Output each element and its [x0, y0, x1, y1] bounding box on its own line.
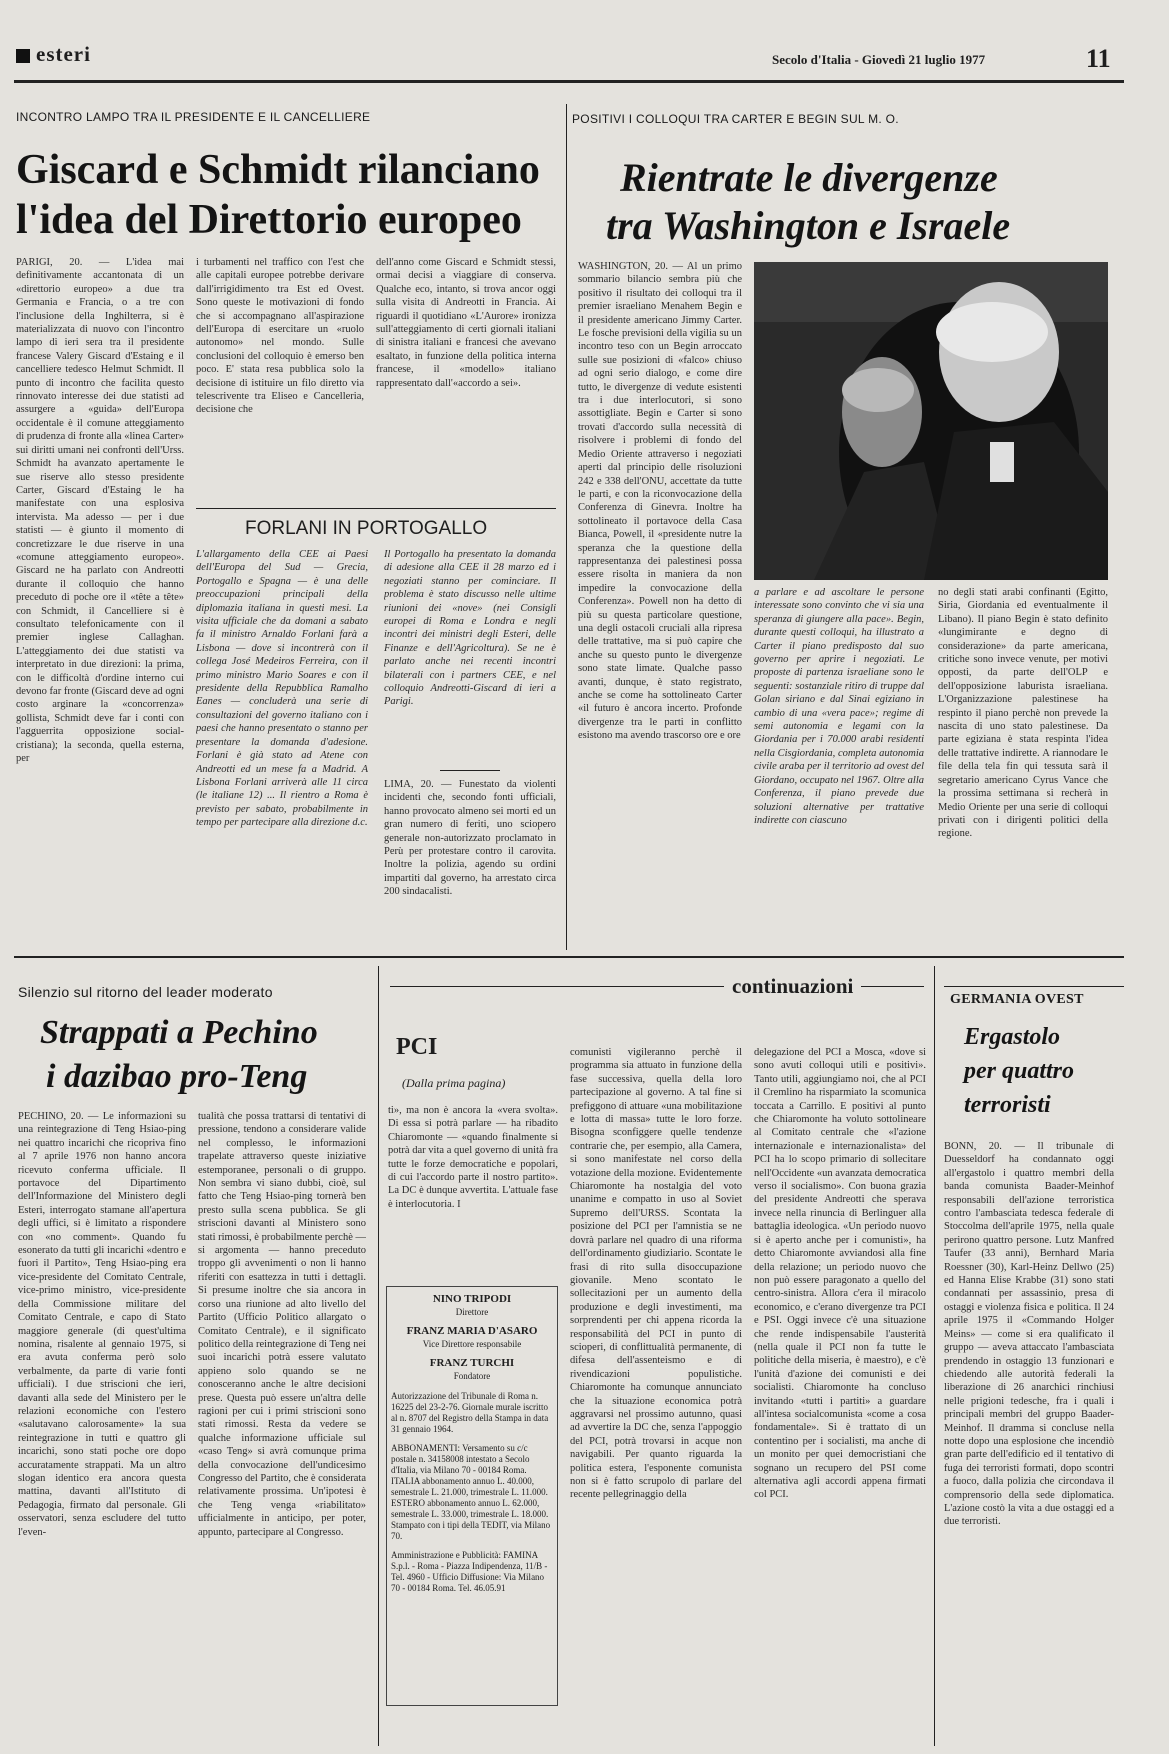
section-marker — [16, 49, 30, 63]
masthead-vice-director: FRANZ MARIA D'ASARO — [406, 1325, 538, 1337]
pci-headline: PCI — [396, 1034, 438, 1060]
germania-headline-2: per quattro — [964, 1058, 1075, 1084]
carter-kicker: POSITIVI I COLLOQUI TRA CARTER E BEGIN SUL M. O. — [572, 112, 899, 126]
pci-subheadline: (Dalla prima pagina) — [402, 1076, 506, 1090]
masthead-subscriptions: ABBONAMENTI: Versamento su c/c postale n. 34158008 intestato a Secolo d'Italia, via Milano 70 - 00184 Roma. ITALIA abbonamento annuo L. 40.000, semestrale L. 21.000, trimestrale L. 11.000. ESTERO abbonamento annuo L. 62.000, semestrale L. 33.000, trimestrale L. 18.000. Stampato con i tipi della TEDIT, via Milano 70. — [391, 1443, 551, 1541]
forlani-top-rule — [196, 508, 556, 509]
germania-column: BONN, 20. — Il tribunale di Duesseldorf ha condannato oggi all'ergastolo i quattro membri della banda comunista Baader-Meinhof responsabili dell'azione terroristica contro l'ambasciata tedesca federale di Stoccolma dell'aprile 1975, nella quale perirono quattro persone. Lutz Manfred Taufer (33 anni), Bernhard Maria Roessner (30), Karl-Heinz Dellwo (25) ed Hanna Elise Krabbe (31) sono stati condannati per assassinio, presa di ostaggi e violenza fisica e politica. Il 24 aprile 1975 il «Commando Holger Meins» — come si era qualificato il gruppo — aveva attaccato l'ambasciata prendendo in ostaggio 13 funzionari e chiedendo alle autorità federali la liberazione di 26 anarchici rinchiusi nelle prigioni tedesche, fra i quali i principali membri del gruppo Baader-Meinhof. Il dramma si concluse nella notte dopo una esplosione che incendiò gran parte dell'edificio ed il tentativo di fuga dei terroristi formati, dopo scontri a fuoco, dalla polizia che circondava il comprensorio della sede diplomatica. L'azione costò la vita a due ostaggi ed a due terroristi. — [944, 1141, 1114, 1528]
germania-kicker: GERMANIA OVEST — [950, 992, 1084, 1007]
giscard-column-3: dell'anno come Giscard e Schmidt stessi, ormai decisi a viaggiare di conserva. Qualche eco, intanto, si trova ancor oggi sulla visita di Andreotti in Francia. Ai riguardi il quotidiano «L'Aurore» ironizza sull'atteggiamento di certi giornali italiani di sinistra italiani e francesi che avevano esaltato, in funzione della politica interna francese, il «modello» italiano rappresentato dall'«accordo a sei». — [376, 257, 556, 389]
begin-carter-photo — [754, 262, 1108, 580]
forlani-headline: FORLANI IN PORTOGALLO — [245, 518, 488, 539]
giscard-column-2: i turbamenti nel traffico con l'est che alle capitali europee potrebbe derivare dall'irrigidimento tra Est ed Ovest. Sono queste le motivazioni di fondo che si accompagnano all'aspirazione dell'Europa di esercitare un «ruolo autonomo» nel mondo. Sulle conclusioni del colloquio è emerso ben poco. E' stata resa pubblica solo la decisione di istituire un filo diretto via telescrivente tra Eliseo e Cancelleria, decisione che — [196, 257, 364, 416]
carter-column-1: WASHINGTON, 20. — Al un primo sommario bilancio sembra più che positivo il risultato dei colloqui tra il premier israeliano Menahem Begin e il presidente americano Jimmy Carter. Le fosche previsioni della vigilia su un incontro teso con un Begin arroccato sulle sue posizioni di «falco» chiuso ad ogni serio dialogo, e come dire tutto, le divergenze di vedute esistenti tra i due interlocutori, si sono assottigliate. Begin e Carter si sono trovati d'accordo sulla necessità di risolvere i problemi di fondo del Medio Oriente attraverso i negoziati aperti dal principio delle risoluzioni 242 e 338 dell'ONU, accettate da tutte le parti, e con la riconvocazione della Conferenza di Ginevra. Inoltre ha sottolineato il portavoce della Casa Bianca, Powell, il «presidente nutre la speranza che la questione della rappresentanza dei palestinesi possa essere risolta in maniera da non impedire la convocazione della Conferenza». Powell non ha detto di più su questa particolare questione, una degli ostacoli cruciali alla ripresa delle trattative, ma si può capire che anche su questo punto le divergenze sono state limate. Qualche passo avanti, dunque, è stato registrato, anche se come ha sottolineato Carter «il futuro è ancora incerto. Profonde divergenze tra le parti in conflitto esistono ma avendo trascorso ore e ore — [578, 261, 742, 742]
germania-headline-1: Ergastolo — [964, 1024, 1061, 1050]
giscard-column-1: PARIGI, 20. — L'idea mai definitivamente accantonata di un «direttorio europeo» a due tra Germania e Francia, o a tre con l'inclusione della Inghilterra, si è materializzata di nuovo con l'incontro lampo di ieri sera tra il presidente francese Valery Giscard d'Estaing e il cancelliere tedesco Helmut Schmidt. Il punto di incontro che facilita questo rinnovato interesse dei due statisti ad assurgere a «guida» dell'Europa occidentale è il comune atteggiamento di prudenza di fronte alla «linea Carter» sui diritti umani nei confronti dell'Urss. Schmidt ha avanzato apertamente le sue riserve allo stesso presidente Carter, Giscard d'Estaing le ha manifestate con una esplosiva intervista. Ma adesso — per i due statisti — è giunto il momento di concretizzare le due riserve in una «comune atteggiamento europeo». Giscard ne ha parlato con Andreotti durante il colloquio che hanno preceduto di poche ore il «tête a tête» con Schmidt, il Cancelliere si è consultato telefonicamente con il premier inglese Callaghan. L'atteggiamento dei due statisti va interpretato in due direzioni: la prima, con le difficoltà d'ordine interno cui devono far fronte (Giscard deve ad ogni costo arginare la «concorrenza» gollista, Schmidt deve far i conti con l'agguerrita opposizione social-cristiana); la seconda, quella esterna, per — [16, 257, 184, 765]
giscard-kicker: INCONTRO LAMPO TRA IL PRESIDENTE E IL CANCELLIERE — [16, 110, 371, 124]
masthead-director: NINO TRIPODI — [432, 1293, 512, 1305]
column-divider-main — [566, 104, 567, 950]
column-divider-lower — [378, 966, 379, 1746]
photo-silhouettes — [754, 262, 1108, 580]
germania-headline-3: terroristi — [964, 1092, 1051, 1118]
pechino-column-1: PECHINO, 20. — Le informazioni su una reintegrazione di Teng Hsiao-ping nei quattro incarichi che ricopriva fino al 7 aprile 1976 non hanno ancora ricevuto conferma ufficiale. Il portavoce del Dipartimento dell'Informazione del Ministero degli Esteri, interrogato stamane all'apertura degli uffici, si è limitato a rispondere con «no comment». Quando fu esonerato da tutti gli incarichi «dentro e fuori il Partito», Teng Hsiao-ping era vice-presidente del Comitato Centrale, vice-primo ministro, vice-presidente della Commissione militare del Comitato Centrale, e capo di Stato maggiore generale (di quest'ultima nomina, risalente al gennaio 1975, si era avuta conferma però solo verbalmente, da parte di varie fonti ufficiali). I due striscioni che ieri, davanti alla sede del Ministero per le relazioni economiche con l'estero «salutavano calorosamente» la sua reintegrazione in tutti e quattro gli incarichi, sono stati poche ore dopo accuratamente strappati. Ma un altro slogan identico era ancora questa mattina, davanti all'Istituto di Pedagogia, firmato dal personale. Gli osservatori, senza escludere del tutto l'even- — [18, 1111, 186, 1538]
carter-headline-1: Rientrate le divergenze — [620, 155, 998, 200]
giscard-headline-1: Giscard e Schmidt rilanciano — [16, 147, 540, 193]
masthead-founder-role: Fondatore — [453, 1371, 491, 1381]
page-number: 11 — [1086, 44, 1111, 73]
forlani-column-1: L'allargamento della CEE ai Paesi dell'Europa del Sud — Grecia, Portogallo e Spagna — è una delle preoccupazioni principali della diplomazia italiana in questi mesi. La visita ufficiale che da domani a sabato fa il ministro Arnaldo Forlani farà a Lisbona — dove si incontrerà con il collega José Medeiros Ferreira, con il primo ministro Mario Soares e con il presidente della Repubblica Ramalho Eanes — concluderà una serie di consultazioni del governo italiano con i paesi che hanno presentato o stanno per presentare la domanda d'adesione. Forlani è già stato ad Atene con Andreotti ed un mese fa a Madrid. A Lisbona Forlani arriverà alle 11 circa (le italiane 12) ... Il rientro a Roma è previsto per sabato, probabilmente in tempo per partecipare alla direzione d.c. — [196, 549, 368, 829]
carter-column-2: a parlare e ad ascoltare le persone interessate sono convinto che vi sia una speranza di giungere alla pace». Begin, durante questi colloqui, ha illustrato a Carter il piano predisposto dal suo governo per aprire i negoziati. Le proposte di partenza israeliane sono le seguenti: sostanziale ritiro di truppe dal Golan siriano e dal Sinai egiziano in cambio di una «vera pace»; regime di semi autonomia e legami con la Giordania per i 70.000 arabi residenti nella Cisgiordania, completa autonomia civile araba per il territorio ad ovest del Giordano, occupato nel 1967. Oltre alla Conferenza, il piano prevede due soluzioni alternative per trattative indirette con ciascuno — [754, 587, 924, 826]
masthead-founder: FRANZ TURCHI — [429, 1357, 515, 1369]
masthead-administration: Amministrazione e Pubblicità: FAMINA S.p.l. - Roma - Piazza Indipendenza, 11/B - Tel. 4960 - Ufficio Diffusione: Via Milano 70 - 00184 Roma. Tel. 46.05.91 — [391, 1550, 548, 1593]
masthead-director-role: Direttore — [455, 1307, 489, 1317]
continuazioni-title: continuazioni — [724, 974, 861, 999]
germania-top-rule — [944, 986, 1124, 987]
pci-column-2: comunisti vigileranno perchè il programma sia attuato in funzione della fase successiva, quella della loro partecipazione al governo. A tal fine si prefiggono di attuare «una mobilitazione e lotta di massa» tutte le loro forze. Bisogna sconfiggere quelle tendenze contrarie che, per esempio, alla Camera, si sono manifestate nel corso della votazione della mozione. Evidentemente Chiaromonte ha nostalgia del voto unanime e compatto in uso al Soviet Supremo dell'URSS. Scontata la posizione del PCI per l'amnistia se ne dovrà parlare nel quadro di una riforma dell'ordinamento giudiziario. Scontate le frasi di rito sulla disoccupazione giovanile. Meno scontato le sollecitazioni per un aumento della produzione e degli investimenti, ma sorprendenti per chi appena ricorda la responsabilità del PCI in punto di scioperi, di conflittualità permanente, di difesa dell'assenteismo e di rivendicazioni populistiche. Chiaromonte ha comunque annunciato che la situazione economica potrà aggravarsi nel prossimo autunno, quasi ad avvertire la DC che, senza l'appoggio del PCI, potrà trovarsi in acque non navigabili. Per quanto riguarda la politica estera, l'esponente comunista non si è fatto scrupolo di parlare del recente pellegrinaggio della — [570, 1047, 742, 1501]
pechino-headline-2: i dazibao pro-Teng — [46, 1058, 308, 1095]
forlani-column-2: Il Portogallo ha presentato la domanda di adesione alla CEE il 28 marzo ed i negoziati stanno per cominciare. Il problema è stato discusso nelle ultime riunioni dei «nove» (nei Consigli europei di Roma e Londra e negli incontri dei ministri degli Esteri, delle Finanze e dell'Agricoltura). Se ne è parlato anche nei recenti incontri bilaterali con i partners CEE, e nel colloquio Andreotti-Giscard di ieri a Parigi. — [384, 549, 556, 708]
masthead-vice-role: Vice Direttore responsabile — [422, 1339, 522, 1349]
giscard-headline-2: l'idea del Direttorio europeo — [16, 197, 522, 243]
pci-column-1: ti», ma non è ancora la «vera svolta». Di essa si potrà parlare — ha ribadito Chiaromonte — «quando finalmente si potrà dar vita a quel governo di unità fra tutte le forze democratiche e popolari, di cui l'accordo parte il nostro partito». La DC è dunque avvertita. L'attuale fase è interlocutoria. I — [388, 1105, 558, 1210]
carter-headline-2: tra Washington e Israele — [606, 203, 1011, 248]
masthead-registration: Autorizzazione del Tribunale di Roma n. 16225 del 23-2-76. Giornale murale iscritto al n. 8707 del Registro della Stampa in data 31 gennaio 1964. — [391, 1391, 549, 1434]
carter-column-3: no degli stati arabi confinanti (Egitto, Siria, Giordania ed eventualmente il Libano). Il piano Begin è stato definito «lungimirante e degno di considerazione» da parte americana, critiche sono invece venute, per motivi opposti, da parte dell'OLP e dell'opposizione laburista israeliana. L'Organizzazione palestinese ha respinto il piano perchè non prevede la nascita di uno stato palestinese. Da parte egiziana è stata respinta l'idea delle trattative indirette. A riannodare le file della tela fin qui tessuta sarà il segretario americano Cyrus Vance che la prossima settimana si recherà in Medio Oriente per una serie di colloqui privati con i dirigenti politici della regione. — [938, 587, 1108, 840]
lower-section-rule — [14, 956, 1124, 958]
pechino-headline-1: Strappati a Pechino — [40, 1014, 318, 1051]
pci-column-3: delegazione del PCI a Mosca, «dove si sono avuti colloqui utili e positivi». Tanto utili, aggiungiamo noi, che al PCI il Cremlino ha risparmiato la scomunica toccata a Carrillo. E positivi al punto che Chiaromonte ha voluto sottolineare al Comitato centrale che «l'azione internazionale e internazionalista» del PCI ha lo scopo primario di sollecitare nell'Occidente «un avanzata democratica verso il socialismo». Con buona grazia del presidente Andreotti che sperava invece nella rinuncia di Berlinguer alla battaglia ideologica. «Un periodo nuovo si è aperto anche per i comunisti», ha detto Chiaromonte avviandosi alla fine della relazione; un periodo nuovo che non può essere paragonato a quello del centro-sinistra. Allora c'era il miracolo economico, e c'erano divergenze tra PCI e PSI. Oggi invece c'è una situazione che rende indispensabile l'austerità (nella quale il PCI non fa tutte le politiche della miseria, è maestro), e c'è l'unità d'azione dei comunisti e dei socialisti. Chiaromonte ha concluso invitando «tutti i partiti» a guardare all'intesa socialcomunista «come a cosa fondamentale». Si è trattato di un contentino per i socialisti, ma anche di un monito per quei democristiani che sognano un recupero del PSI come alternativa agli accordi appena firmati col PCI. — [754, 1047, 926, 1501]
masthead-box — [386, 1286, 558, 1706]
lima-brief: LIMA, 20. — Funestato da violenti incidenti che, secondo fonti ufficiali, hanno provocato almeno sei morti ed un gran numero di feriti, uno sciopero generale non-autorizzato proclamato in Perù per protestare contro il carovita. Inoltre la polizia, agendo su ordini impartiti dal governo, ha arrestato circa 200 sindacalisti. — [384, 779, 556, 898]
header-rule — [14, 80, 1124, 83]
column-divider-germania — [934, 966, 935, 1746]
page-dateline: Secolo d'Italia - Giovedì 21 luglio 1977 — [772, 52, 986, 67]
lima-separator — [440, 770, 500, 771]
pechino-kicker: Silenzio sul ritorno del leader moderato — [18, 984, 273, 1000]
section-title: esteri — [36, 42, 91, 66]
pechino-column-2: tualità che possa trattarsi di tentativi di pressione, tendono a considerare valide nel complesso, le informazioni trapelate attraverso queste iniziative estemporanee, personali o di gruppo. Non sembra vi siano dubbi, cioè, sul fatto che Teng Hsiao-ping tornerà ben presto sulla scena pubblica. Se gli striscioni davanti al Ministero sono stati rimossi, è probabilmente perchè — si argomenta — hanno preceduto troppo gli avvenimenti o non li hanno riferiti con esattezza in tutti i dettagli. Si presume inoltre che sia ancora in corso una riunione ad alto livello del Partito (Ufficio Politico allargato o Comitato Centrale), e il significato politico della reintegrazione di Teng nei suoi incarichi potrà essere valutato appieno solo quando se ne conosceranno anche le altre decisioni prese. Questa può essere un'altra delle ragioni per cui i primi striscioni sono stati rimossi. Resta da vedere se qualche informazione ufficiale sul «caso Teng» si avrà comunque prima della convocazione dell'undicesimo Congresso del Partito, che è considerata relativamente prossima. Un'ipotesi è che Teng venga «riabilitato» ufficialmente in anticipo, per poter, appunto, partecipare al Congresso. — [198, 1111, 366, 1538]
